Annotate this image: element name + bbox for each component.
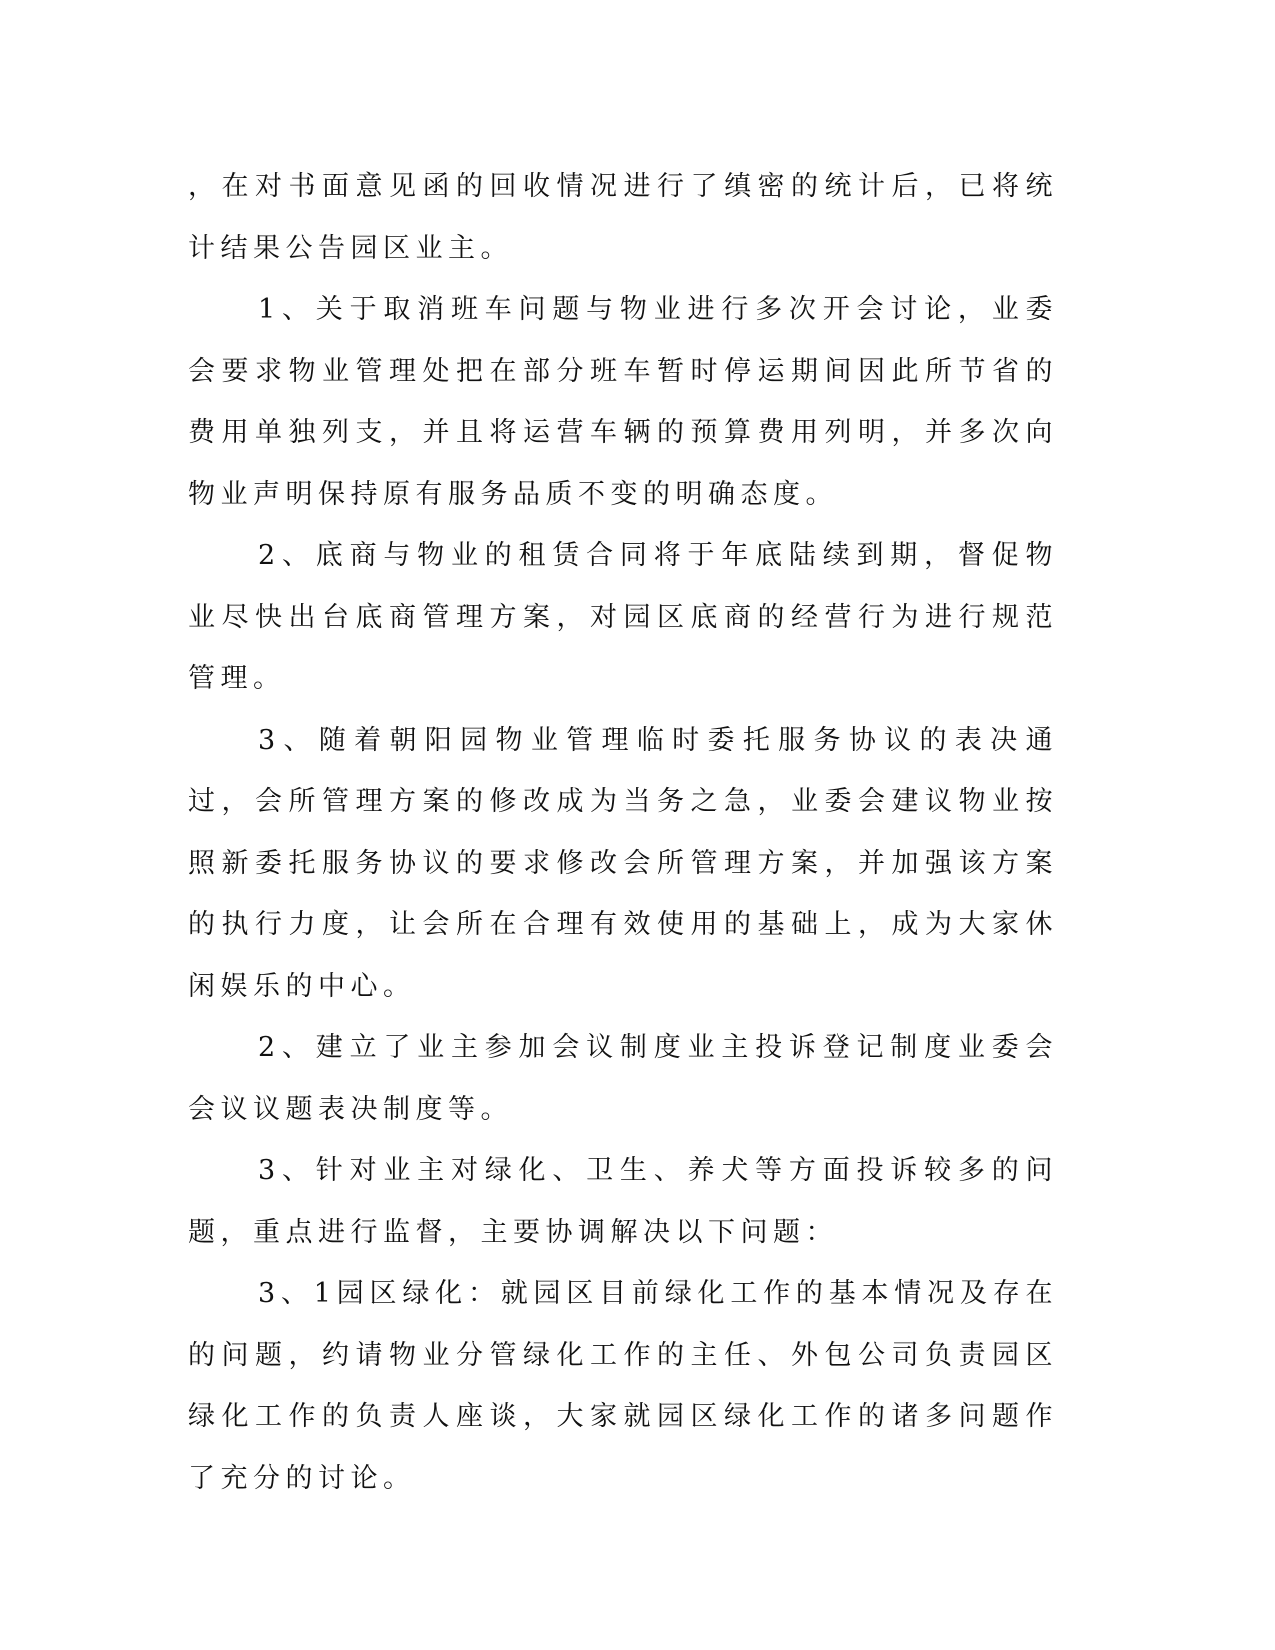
document-page	[188, 156, 1058, 1509]
paragraph-greening: 3、1园区绿化：就园区目前绿化工作的基本情况及存在的问题，约请物业分管绿化工作的主任、外包公司负责园区绿化工作的负责人座谈，大家就园区绿化工作的诸多问题作了充分的讨论。	[188, 1278, 1058, 1494]
paragraph-continuation: ，在对书面意见函的回收情况进行了缜密的统计后，已将统计结果公告园区业主。	[188, 171, 1058, 264]
paragraph-complaints: 3、针对业主对绿化、卫生、养犬等方面投诉较多的问题，重点进行监督，主要协调解决以下问题：	[188, 1155, 1058, 1248]
paragraph-clubhouse: 3、随着朝阳园物业管理临时委托服务协议的表决通过，会所管理方案的修改成为当务之急，业委会建议物业按照新委托服务协议的要求修改会所管理方案，并加强该方案的执行力度，让会所在合理有效使用的基础上，成为大家休闲娱乐的中心。	[188, 724, 1058, 1002]
paragraph-meeting-system: 2、建立了业主参加会议制度业主投诉登记制度业委会会议议题表决制度等。	[188, 1032, 1058, 1125]
paragraph-shuttle-bus: 1、关于取消班车问题与物业进行多次开会讨论，业委会要求物业管理处把在部分班车暂时停运期间因此所节省的费用单独列支，并且将运营车辆的预算费用列明，并多次向物业声明保持原有服务品质不变的明确态度。	[188, 294, 1058, 510]
paragraph-shop-lease: 2、底商与物业的租赁合同将于年底陆续到期，督促物业尽快出台底商管理方案，对园区底商的经营行为进行规范管理。	[188, 540, 1058, 694]
